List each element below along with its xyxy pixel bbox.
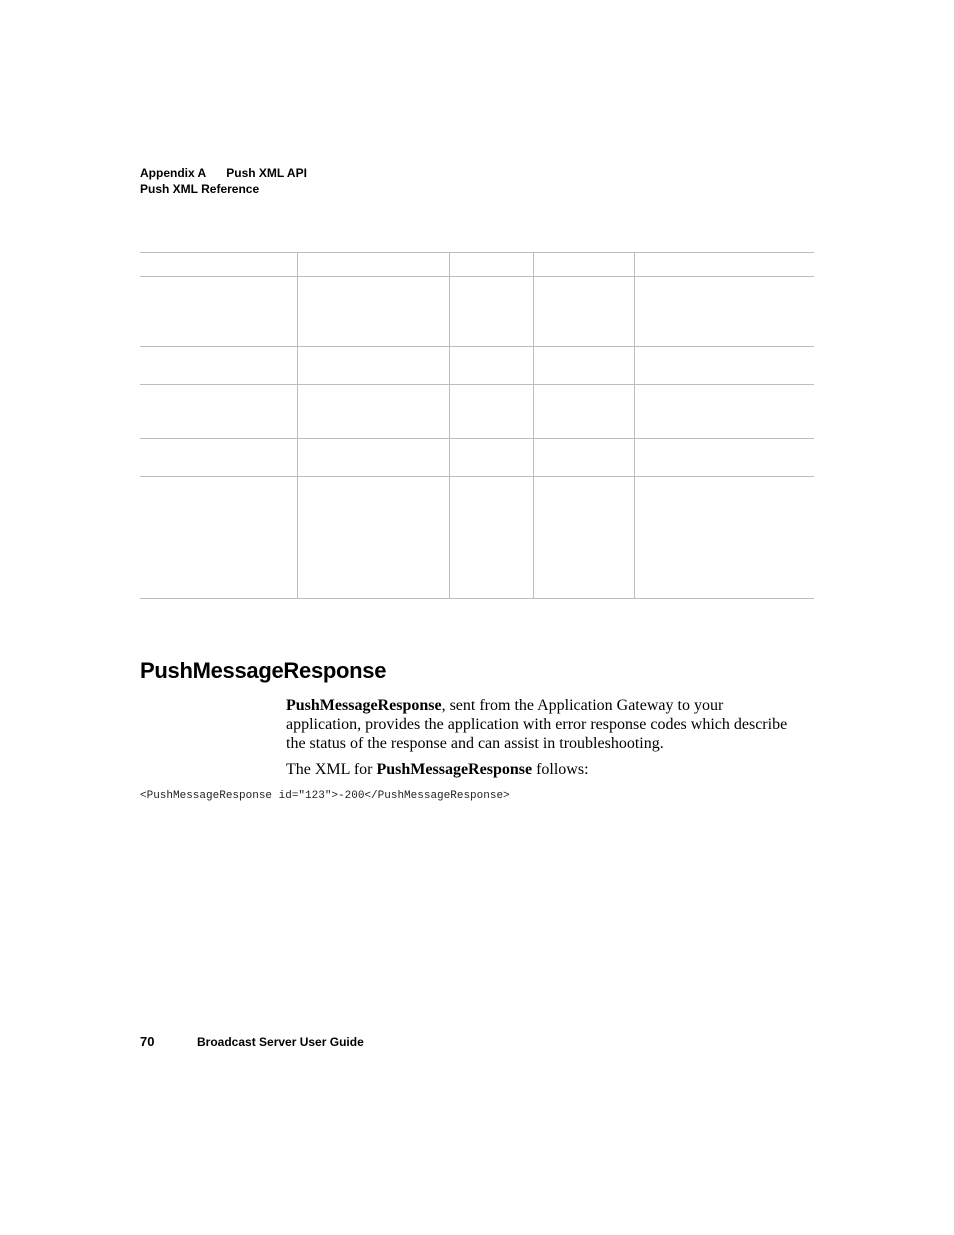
table-cell (533, 477, 634, 599)
table-cell (297, 477, 449, 599)
xml-code-sample: <PushMessageResponse id="123">-200</PushMessageResponse> (140, 790, 510, 802)
table-cell (297, 347, 449, 385)
table-cell (297, 439, 449, 477)
table-cell (297, 277, 449, 347)
table-cell (140, 277, 297, 347)
table-row (140, 385, 814, 439)
term-bold: PushMessageResponse (286, 697, 442, 714)
page-footer (140, 1034, 364, 1050)
table-cell (533, 253, 634, 277)
xml-intro-suffix: follows: (532, 761, 589, 778)
table-cell (533, 439, 634, 477)
body-text (286, 696, 796, 786)
header-line-1 (140, 165, 307, 181)
table-cell (140, 385, 297, 439)
table-cell (449, 439, 533, 477)
table-row (140, 477, 814, 599)
table-row (140, 439, 814, 477)
table-cell (634, 477, 814, 599)
chapter-label: Push XML API (226, 166, 307, 180)
table-cell (634, 385, 814, 439)
term-bold: PushMessageResponse (376, 761, 533, 778)
table-cell (140, 347, 297, 385)
table-cell (449, 277, 533, 347)
table-cell (449, 347, 533, 385)
table-cell (297, 385, 449, 439)
xml-intro-prefix: The XML for (286, 761, 377, 778)
table-cell (634, 277, 814, 347)
table-cell (533, 277, 634, 347)
table-cell (533, 385, 634, 439)
table-cell (634, 439, 814, 477)
reference-table-wrapper (140, 252, 814, 599)
section-label: Push XML Reference (140, 182, 260, 196)
running-header (140, 165, 307, 197)
table-cell (449, 253, 533, 277)
description-paragraph (286, 696, 796, 753)
book-title: Broadcast Server User Guide (197, 1035, 364, 1049)
table-cell (449, 385, 533, 439)
section-heading: PushMessageResponse (140, 658, 387, 683)
table-cell (140, 253, 297, 277)
table-row (140, 347, 814, 385)
table-row (140, 253, 814, 277)
appendix-label: Appendix A (140, 166, 207, 180)
table-cell (140, 477, 297, 599)
table-cell (634, 253, 814, 277)
xml-intro-paragraph (286, 760, 796, 779)
table-cell (634, 347, 814, 385)
reference-table (140, 252, 814, 599)
table-cell (297, 253, 449, 277)
table-cell (533, 347, 634, 385)
table-cell (140, 439, 297, 477)
description-text: , sent from the Application Gateway to your application, provides the application with error response codes which describe the status of the response and can assist in troubleshooting. (286, 697, 788, 752)
table-row (140, 277, 814, 347)
page-number: 70 (140, 1034, 155, 1049)
table-cell (449, 477, 533, 599)
